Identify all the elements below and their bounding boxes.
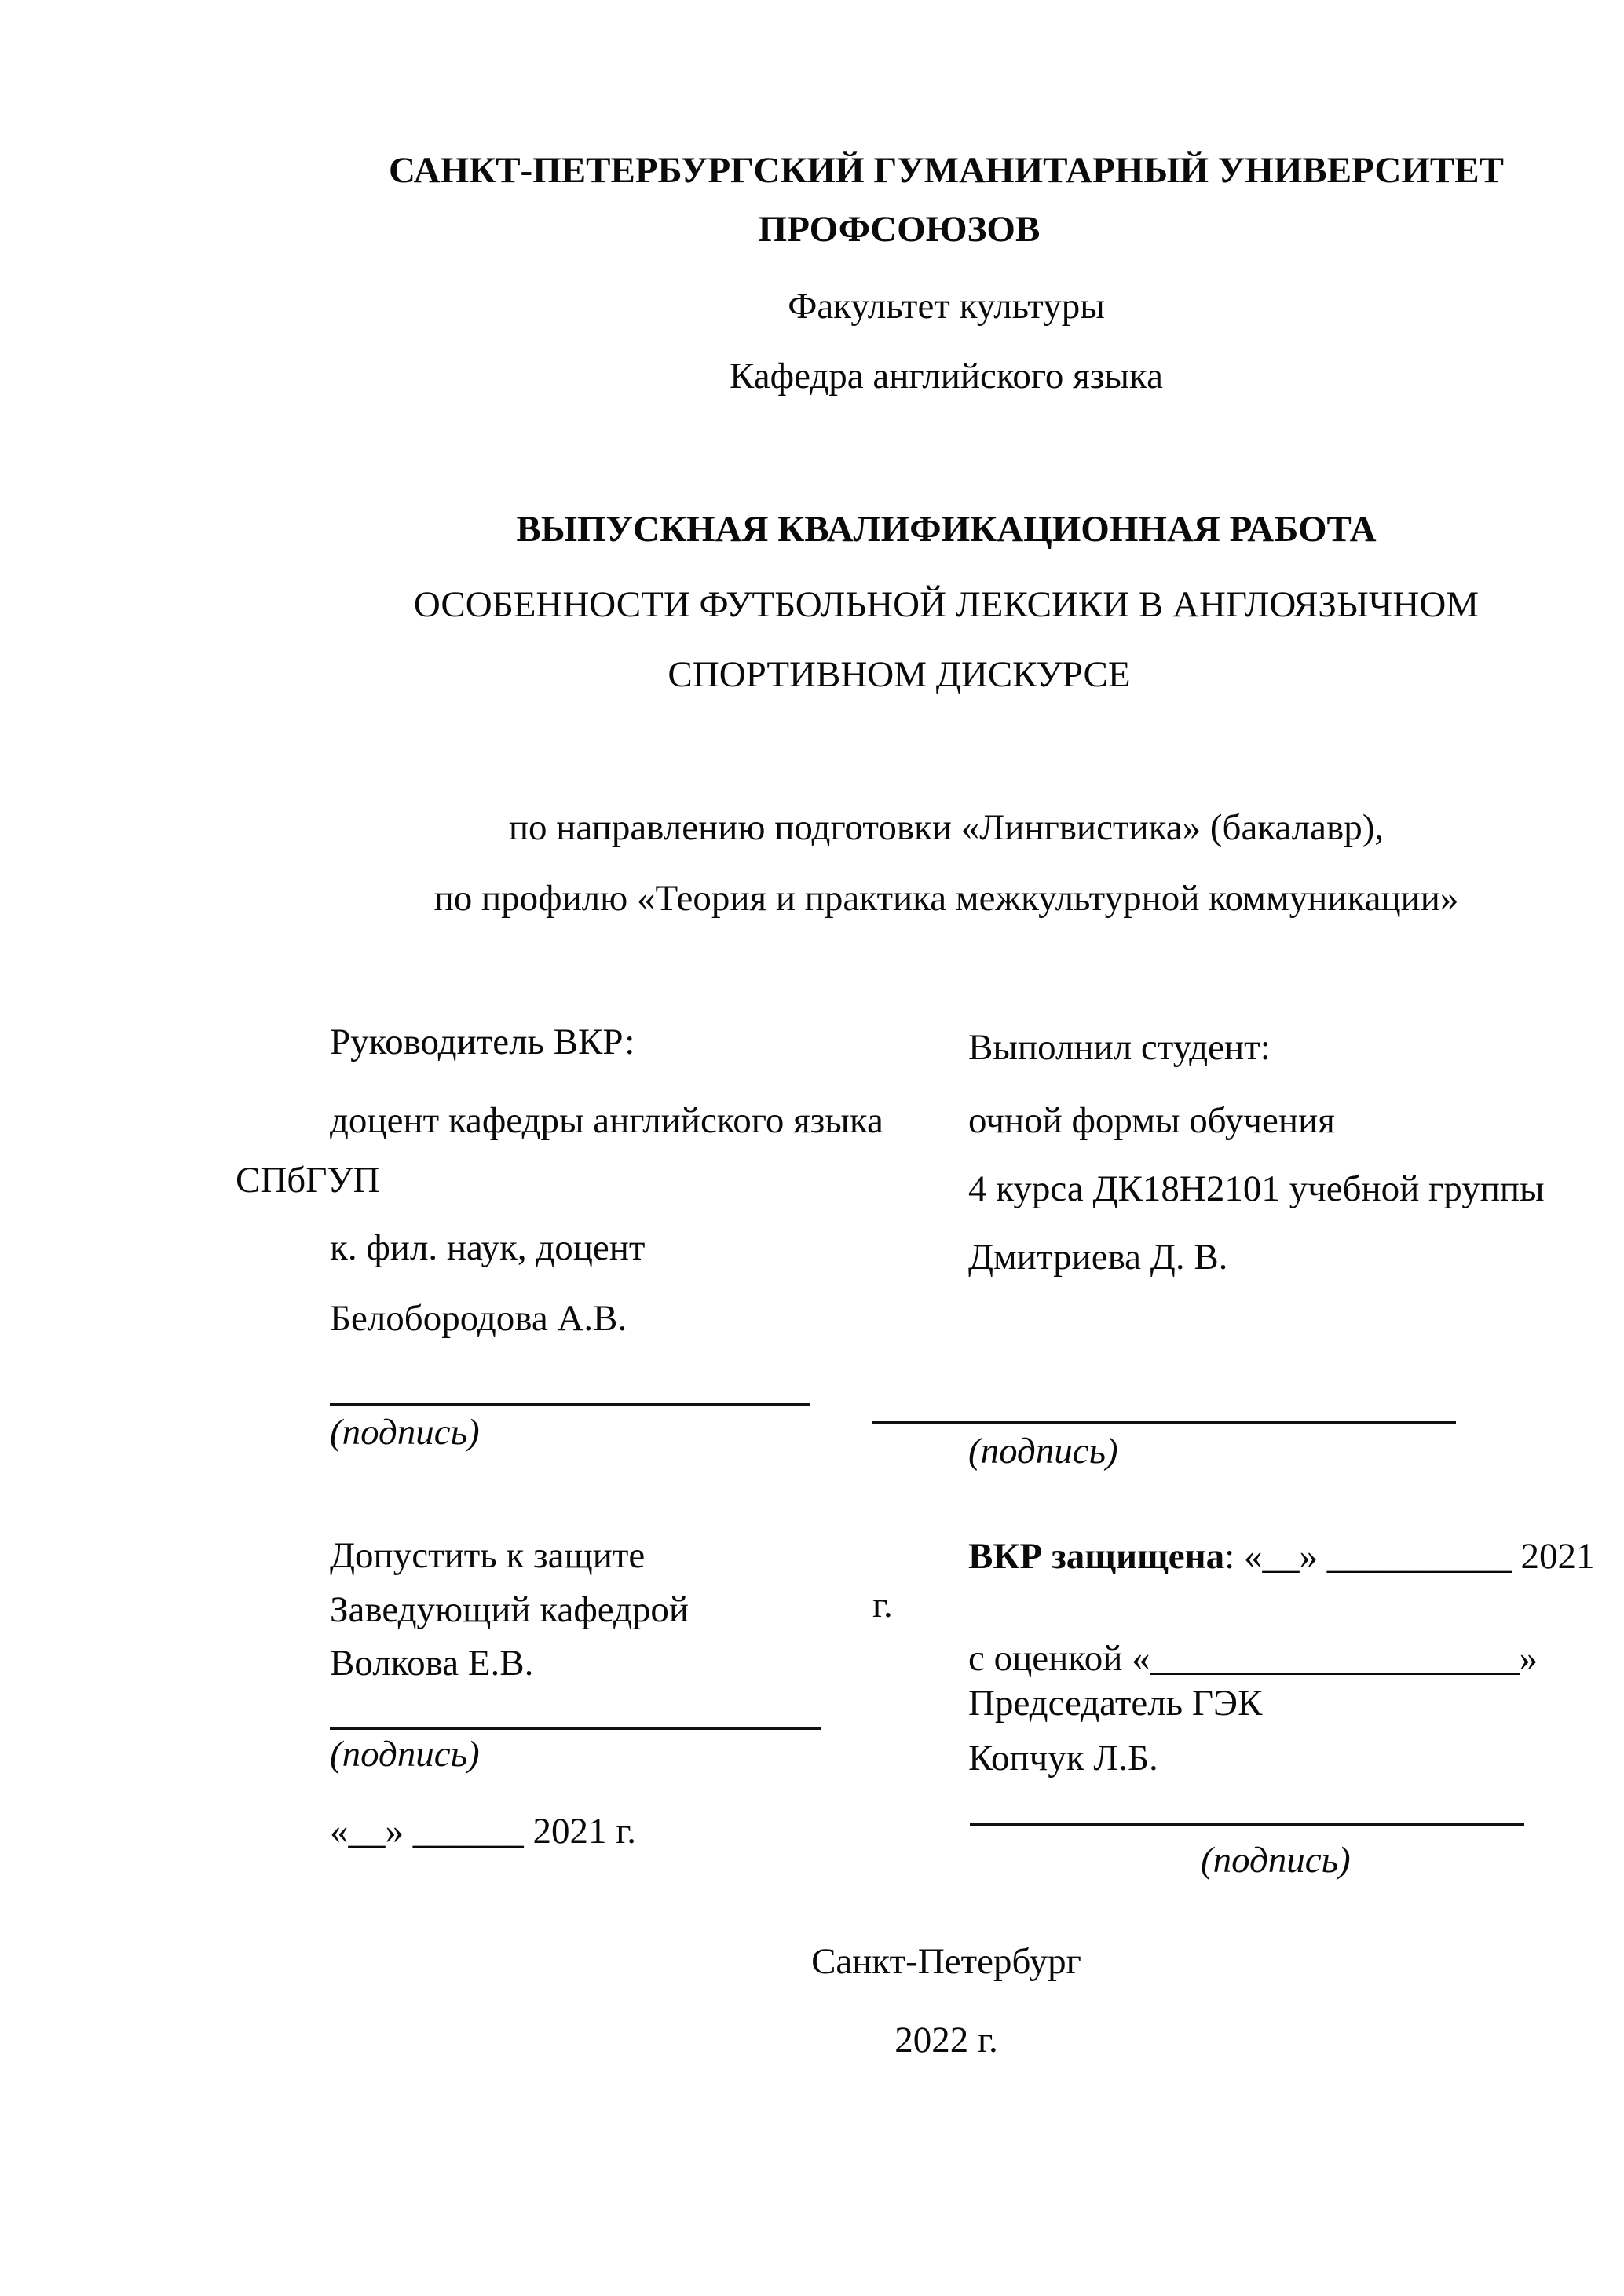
- admission-allow-line: Допустить к защите: [330, 1535, 646, 1576]
- defense-grade-line: с оценкой «____________________»: [968, 1638, 1538, 1679]
- admission-date-line: «__» ______ 2021 г.: [330, 1811, 636, 1852]
- defense-date-wrap: г.: [872, 1585, 893, 1625]
- department-name: Кафедра английского языка: [730, 356, 1163, 397]
- student-name: Дмитриева Д. В.: [968, 1237, 1228, 1278]
- student-signature-caption: (подпись): [968, 1431, 1118, 1472]
- gek-chairman-title: Председатель ГЭК: [968, 1683, 1263, 1724]
- work-type-heading: ВЫПУСКНАЯ КВАЛИФИКАЦИОННАЯ РАБОТА: [516, 509, 1377, 550]
- student-group: 4 курса ДК18Н2101 учебной группы: [968, 1168, 1545, 1209]
- admission-signature-caption: (подпись): [330, 1734, 480, 1775]
- defense-date-label: ВКР защищена: [968, 1536, 1225, 1577]
- defense-date-rest: : «__» __________ 2021: [1224, 1536, 1595, 1577]
- gek-chairman-name: Копчук Л.Б.: [968, 1738, 1158, 1779]
- study-profile-line: по профилю «Теория и практика межкультурной коммуникации»: [433, 878, 1459, 919]
- department-head-title: Заведующий кафедрой: [330, 1589, 689, 1630]
- thesis-title-line2: СПОРТИВНОМ ДИСКУРСЕ: [668, 654, 1131, 695]
- supervisor-name: Белобородова А.В.: [330, 1298, 627, 1339]
- supervisor-position-line1: доцент кафедры английского языка: [330, 1100, 883, 1141]
- admission-signature-line: [330, 1727, 821, 1730]
- student-study-form: очной формы обучения: [968, 1100, 1335, 1141]
- city-line: Санкт-Петербург: [811, 1941, 1081, 1982]
- thesis-title-line1: ОСОБЕННОСТИ ФУТБОЛЬНОЙ ЛЕКСИКИ В АНГЛОЯЗЫЧНОМ: [413, 584, 1480, 625]
- university-name-line1: САНКТ-ПЕТЕРБУРГСКИЙ ГУМАНИТАРНЫЙ УНИВЕРСИТЕТ: [389, 150, 1504, 191]
- chairman-signature-caption: (подпись): [1201, 1840, 1351, 1881]
- student-heading: Выполнил студент:: [968, 1027, 1271, 1068]
- faculty-name: Факультет культуры: [788, 286, 1105, 327]
- university-name-line2: ПРОФСОЮЗОВ: [758, 209, 1041, 250]
- year-line: 2022 г.: [894, 2020, 998, 2060]
- supervisor-position-line2: СПбГУП: [236, 1160, 380, 1201]
- defense-date-line: [968, 1538, 1594, 1575]
- supervisor-heading: Руководитель ВКР:: [330, 1022, 635, 1062]
- supervisor-signature-caption: (подпись): [330, 1412, 480, 1453]
- department-head-name: Волкова Е.В.: [330, 1643, 534, 1684]
- chairman-signature-line: [970, 1823, 1524, 1826]
- supervisor-signature-line: [330, 1403, 810, 1406]
- study-program-line: по направлению подготовки «Лингвистика» (бакалавр),: [508, 807, 1384, 848]
- student-signature-line: [872, 1421, 1456, 1424]
- supervisor-degree: к. фил. наук, доцент: [330, 1227, 646, 1268]
